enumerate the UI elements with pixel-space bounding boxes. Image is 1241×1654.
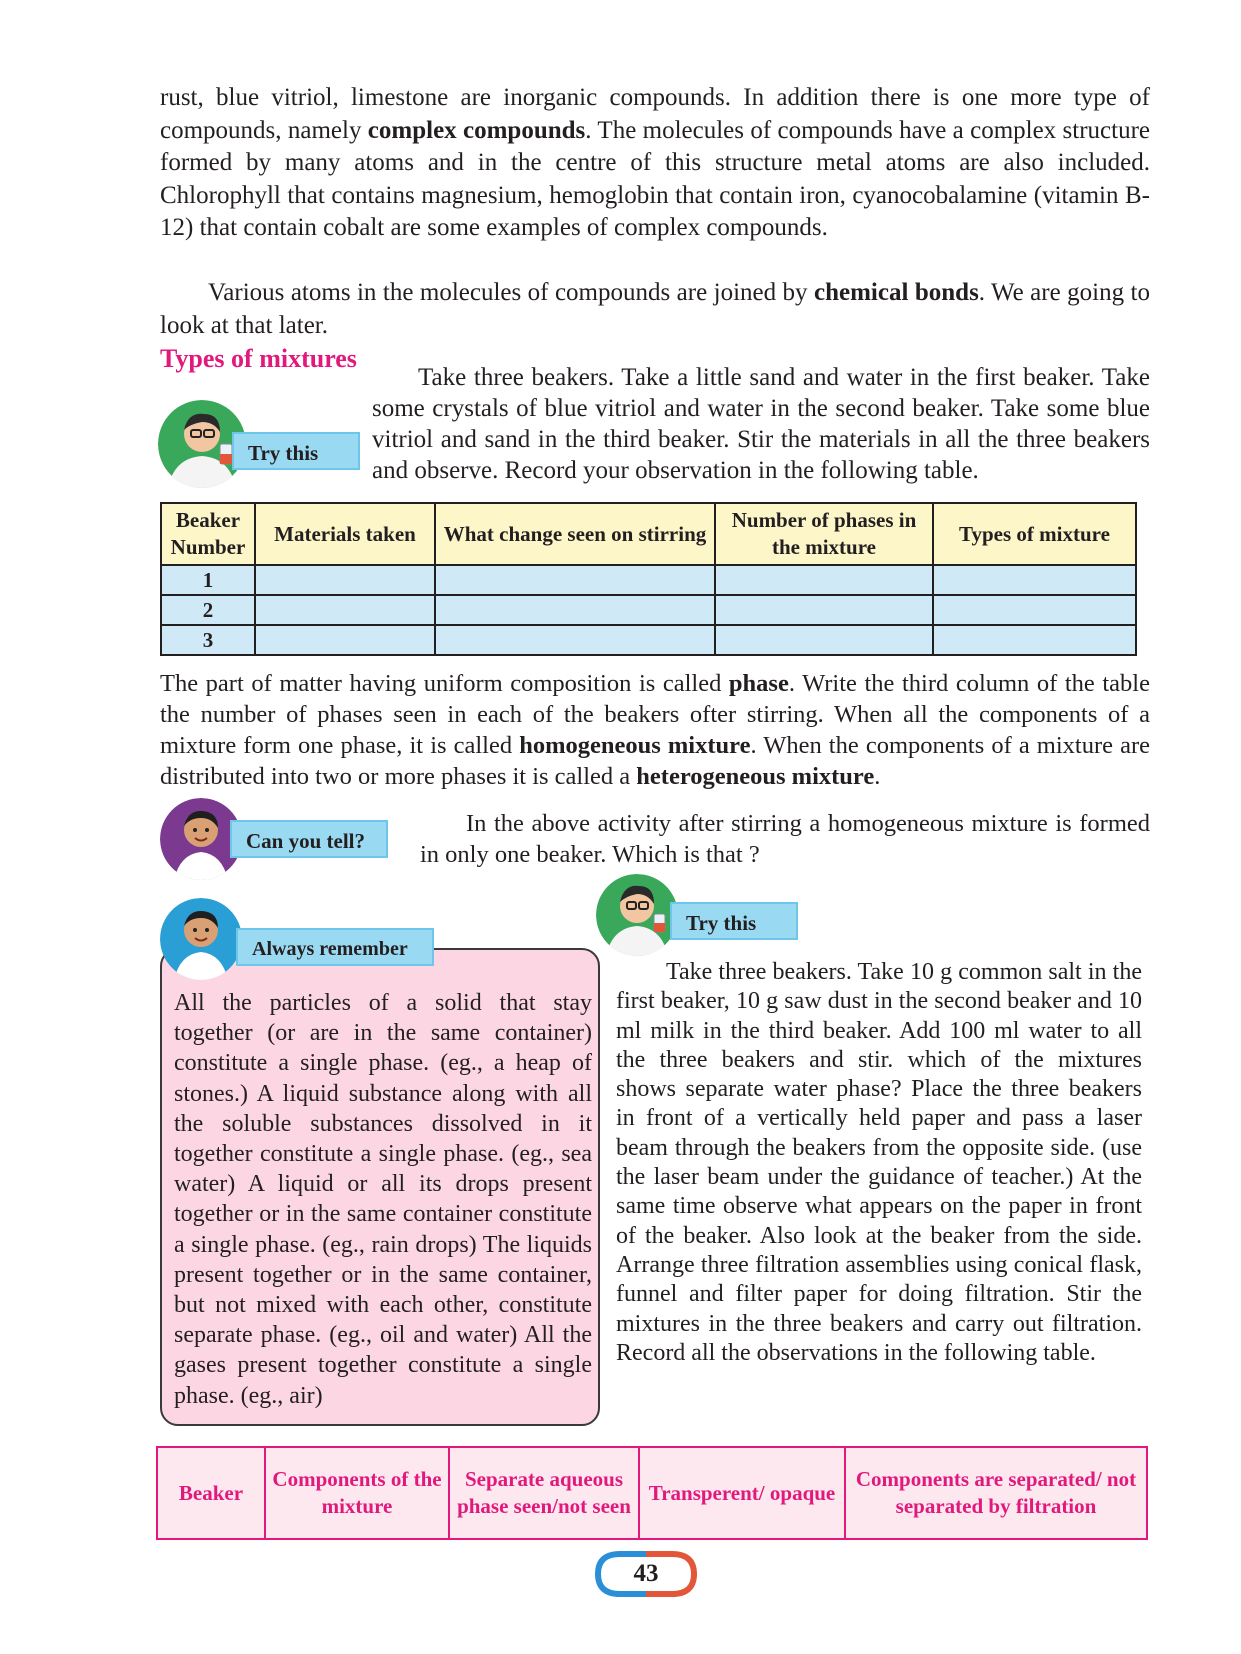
empty-cell: [435, 595, 715, 625]
table1-header-phases: Number of phases in the mixture: [715, 503, 933, 565]
table2-header-aqueous: Separate aqueous phase seen/not seen: [449, 1447, 639, 1539]
homogeneous-term: homogeneous mixture: [519, 732, 751, 759]
beaker-number-cell: 2: [161, 595, 255, 625]
page-number-badge: [590, 1550, 702, 1598]
table2-header-row: [157, 1447, 1147, 1539]
boy-avatar-icon: [160, 898, 242, 980]
table2-header-filtration: Components are separated/ not separated by filtration: [845, 1447, 1147, 1539]
observation-table-1: [160, 502, 1137, 656]
try-this-badge-2: Try this: [670, 902, 798, 940]
phase-text-a: The part of matter having uniform composition is called: [160, 670, 729, 697]
complex-compounds-term: complex compounds: [367, 116, 586, 144]
empty-cell: [435, 625, 715, 655]
table2-header-components: Components of the mixture: [265, 1447, 449, 1539]
bonds-text-b: . We are going to look at that later.: [160, 279, 1150, 339]
table-row: [161, 625, 1136, 655]
can-you-tell-text: In the above activity after stirring a homogeneous mixture is formed in only one beaker. Which is that ?: [420, 810, 1150, 868]
empty-cell: [715, 595, 933, 625]
try-this-badge-1: Try this: [232, 432, 360, 470]
empty-cell: [715, 625, 933, 655]
try-this-2-text: Take three beakers. Take 10 g common salt in the first beaker, 10 g saw dust in the second beaker and 10 ml milk in the third beaker. Add 100 ml water to all the three beakers and stir. which of the mixtures shows separate water phase? Place the three beakers in front of a vertically held paper and pass a laser beam through the beakers from the opposite side. (use the laser beam under the guidance of teacher.) At the same time observe what appears on the paper in front of the beaker. Also look at the beaker from the side. Arrange three filtration assemblies using conical flask, funnel and filter paper for doing filtration. Stir the mixtures in the three beakers and carry out filtration. Record all the observations in the following table.: [616, 959, 1142, 1366]
can-you-tell-badge: Can you tell?: [230, 820, 388, 858]
empty-cell: [933, 595, 1136, 625]
empty-cell: [933, 625, 1136, 655]
heterogeneous-term: heterogeneous mixture: [636, 763, 875, 790]
always-remember-text: All the particles of a solid that stay together (or are in the same container) constitute a single phase. (eg., a heap of stones.) A liquid substance along with all the soluble substances dissolved in it together constitute a single phase. (eg., sea water) A liquid or all its drops present together or in the same container constitute a single phase. (eg., rain drops) The liquids present together or in the same container, but not mixed with each other, constitute separate phase. (eg., oil and water) All the gases present together constitute a single phase. (eg., air): [174, 990, 592, 1409]
intro-paragraph-1: [160, 82, 1150, 245]
table1-header-row: [161, 503, 1136, 565]
empty-cell: [255, 565, 435, 595]
empty-cell: [715, 565, 933, 595]
empty-cell: [255, 595, 435, 625]
table-row: [161, 595, 1136, 625]
chemical-bonds-term: chemical bonds: [814, 279, 979, 306]
always-remember-badge: Always remember: [236, 928, 434, 966]
table2-header-transparency: Transperent/ opaque: [639, 1447, 845, 1539]
try-this-1-text: Take three beakers. Take a little sand and water in the first beaker. Take some crystals of blue vitriol and water in the second beaker. Take some blue vitriol and sand in the third beaker. Stir the materials in all the three beakers and observe. Record your observation in the following table.: [372, 364, 1150, 484]
intro-text-b: . The molecules of compounds have a complex structure formed by many atoms and in the centre of this structure metal atoms are also included. Chlorophyll that contains magnesium, hemoglobin that contain iron, cyanocobalamine (vitamin B-12) that contain cobalt are some examples of complex compounds.: [160, 116, 1150, 241]
bonds-text-a: Various atoms in the molecules of compounds are joined by: [208, 279, 814, 306]
page-number: 43: [633, 1560, 659, 1587]
section-heading: Types of mixtures: [160, 344, 357, 373]
beaker-number-cell: 1: [161, 565, 255, 595]
scientist-avatar-icon: [596, 874, 678, 956]
table1-header-beaker: Beaker Number: [161, 503, 255, 565]
phase-text-d: . When the components of a mixture are distributed into two or more phases it is called a: [160, 732, 1150, 790]
intro-paragraph-2: [160, 277, 1150, 342]
table1-header-change: What change seen on stirring: [435, 503, 715, 565]
table2-header-beaker: Beaker: [157, 1447, 265, 1539]
phase-paragraph: [160, 668, 1150, 792]
table-row: [161, 565, 1136, 595]
phase-term: phase: [728, 670, 789, 697]
intro-text-a: rust, blue vitriol, limestone are inorganic compounds. In addition there is one more type of compounds, namely: [160, 84, 1150, 144]
empty-cell: [255, 625, 435, 655]
table1-header-materials: Materials taken: [255, 503, 435, 565]
beaker-number-cell: 3: [161, 625, 255, 655]
empty-cell: [435, 565, 715, 595]
table1-header-type: Types of mixture: [933, 503, 1136, 565]
phase-text-e: .: [874, 763, 881, 790]
phase-text-c: . Write the third column of the table the number of phases seen in each of the beakers ofter stirring. When all the components of a mixture form one phase, it is called: [160, 670, 1150, 759]
observation-table-2: [156, 1446, 1148, 1540]
empty-cell: [933, 565, 1136, 595]
